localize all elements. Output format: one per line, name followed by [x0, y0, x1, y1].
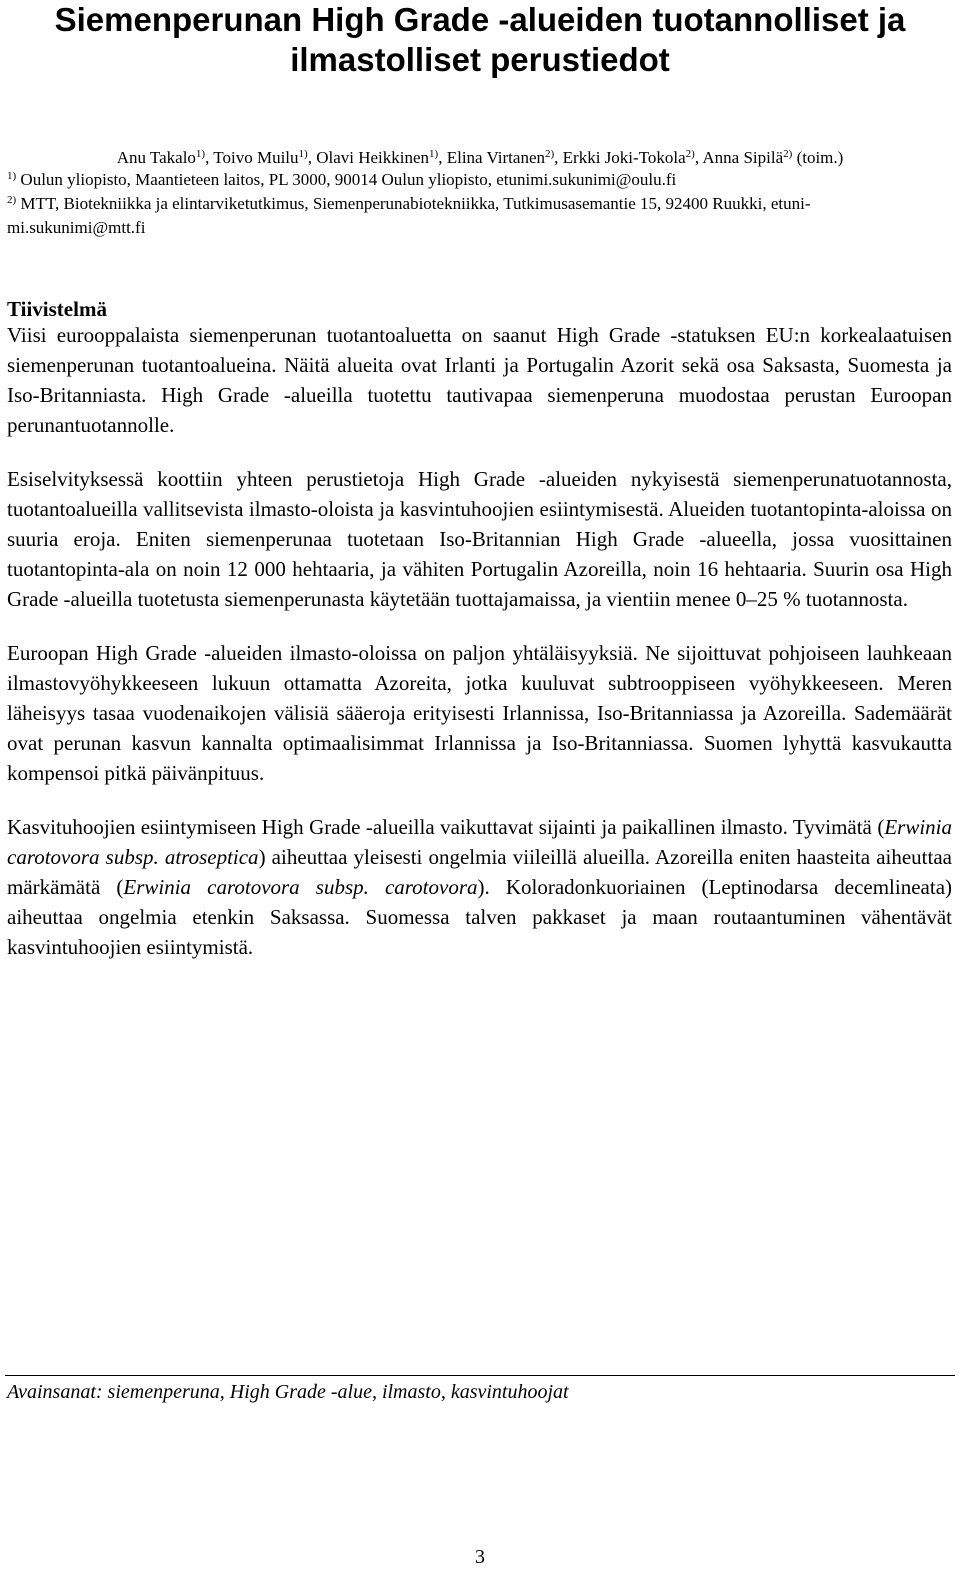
author-separator: (toim.)	[792, 148, 844, 167]
affiliation-mark: 2)	[7, 194, 17, 206]
author-affiliation-mark: 2)	[545, 148, 555, 160]
author-name: Anna Sipilä	[702, 148, 784, 167]
species-name: Erwinia carotovora subsp. carotovora	[123, 875, 478, 899]
author-name: Olavi Heikkinen	[316, 148, 430, 167]
author-affiliation-mark: 1)	[298, 148, 308, 160]
author-separator: ,	[307, 148, 317, 167]
paragraph-text: ) aiheuttaa yleisesti ongelmia viileillä alueilla. Azoreilla eniten haasteita aiheuttaa märkämätä (	[7, 845, 952, 899]
affiliation-line	[7, 216, 953, 240]
title-line: Siemenperunan High Grade -alueiden tuotannolliset ja	[54, 1, 906, 38]
author-name: Anu Takalo	[116, 148, 196, 167]
author-affiliation-mark: 1)	[195, 148, 206, 160]
affiliation-text: mi.sukunimi@mtt.fi	[7, 218, 146, 237]
paragraph-text: Viisi eurooppalaista siemenperunan tuotantoaluetta on saanut High Grade -statuksen EU:n korkealaatuisen siemenperunan tuotantoalueina. Näitä alueita ovat Irlanti ja Portugalin Azorit sekä osa Saksasta, Suomesta ja Iso-Britanniasta. High Grade -alueilla tuotettu tautivapaa siemenperuna muodostaa perustan Euroopan perunantuotannolle.	[7, 323, 952, 437]
species-name: Erwinia carotovora subsp. atroseptica	[7, 815, 952, 869]
author-separator: ,	[694, 148, 703, 167]
author-name: Toivo Muilu	[213, 148, 299, 167]
affiliation-text: Oulun yliopisto, Maantieteen laitos, PL 3000, 90014 Oulun yliopisto, etunimi.sukunimi@oulu.fi	[20, 170, 677, 189]
paragraph-text: ). Koloradonkuoriainen (Leptinodarsa decemlineata) aiheuttaa ongelmia etenkin Saksassa. Suomessa talven pakkaset ja maan routaantuminen vähentävät kasvintuhoojien esiintymistä.	[7, 875, 953, 959]
keywords-line: Avainsanat: siemenperuna, High Grade -alue, ilmasto, kasvintuhoojat	[7, 1381, 569, 1403]
abstract-body	[7, 320, 952, 986]
paragraph-text: Euroopan High Grade -alueiden ilmasto-oloissa on paljon yhtäläisyyksiä. Ne sijoittuvat pohjoiseen lauhkeaan ilmastovyöhykkeeseen lukuun ottamatta Azoreita, jotka kuuluvat subtrooppiseen vyöhykkeeseen. Meren läheisyys tasaa vuodenaikojen välisiä sääeroja erityisesti Irlannissa, Iso-Britanniassa ja Azoreilla. Sademäärät ovat perunan kasvun kannalta optimaalisimmat Irlannissa ja Iso-Britanniassa. Suomen lyhyttä kasvukautta kompensoi pitkä päivänpituus.	[7, 641, 952, 785]
title-line: ilmastolliset perustiedot	[290, 41, 670, 78]
affiliation-mark: 1)	[7, 170, 17, 182]
abstract-paragraph	[7, 464, 952, 614]
affiliation-text: MTT, Biotekniikka ja elintarviketutkimus, Siemenperunabiotekniikka, Tutkimusasemantie 15, 92400 Ruukki, etuni-	[20, 194, 811, 213]
abstract-paragraph	[7, 638, 952, 788]
affiliation-line	[7, 168, 953, 192]
author-separator: ,	[554, 148, 563, 167]
footnote-divider	[5, 1375, 955, 1376]
affiliation-list	[7, 168, 953, 240]
author-name: Erkki Joki-Tokola	[562, 148, 686, 167]
abstract-paragraph	[7, 320, 952, 440]
paragraph-text: Kasvituhoojien esiintymiseen High Grade -alueilla vaikuttavat sijainti ja paikallinen ilmasto. Tyvimätä (	[7, 815, 885, 839]
affiliation-line	[7, 192, 953, 216]
author-name: Elina Virtanen	[446, 148, 545, 167]
abstract-paragraph	[7, 812, 952, 962]
abstract-heading: Tiivistelmä	[7, 297, 107, 321]
author-affiliation-mark: 1)	[429, 148, 439, 160]
page-number: 3	[475, 1546, 485, 1568]
author-affiliation-mark: 2)	[685, 148, 695, 160]
paragraph-text: Esiselvityksessä koottiin yhteen perustietoja High Grade -alueiden nykyisestä siemenperunatuotannosta, tuotantoalueilla vallitsevista ilmasto-oloista ja kasvintuhoojien esiintymisestä. Alueiden tuotantopinta-aloissa on suuria eroja. Eniten siemenperunaa tuotetaan Iso-Britannian High Grade -alueella, jossa vuosittainen tuotantopinta-ala on noin 12 000 hehtaaria, ja vähiten Portugalin Azoreilla, noin 16 hehtaaria. Suurin osa High Grade -alueilla tuotetusta siemenperunasta käytetään tuottajamaissa, ja vientiin menee 0–25 % tuotannosta.	[7, 467, 952, 611]
author-affiliation-mark: 2)	[783, 148, 793, 160]
paper-title	[0, 0, 960, 80]
author-list	[0, 146, 960, 170]
author-separator: ,	[205, 148, 214, 167]
author-separator: ,	[438, 148, 447, 167]
